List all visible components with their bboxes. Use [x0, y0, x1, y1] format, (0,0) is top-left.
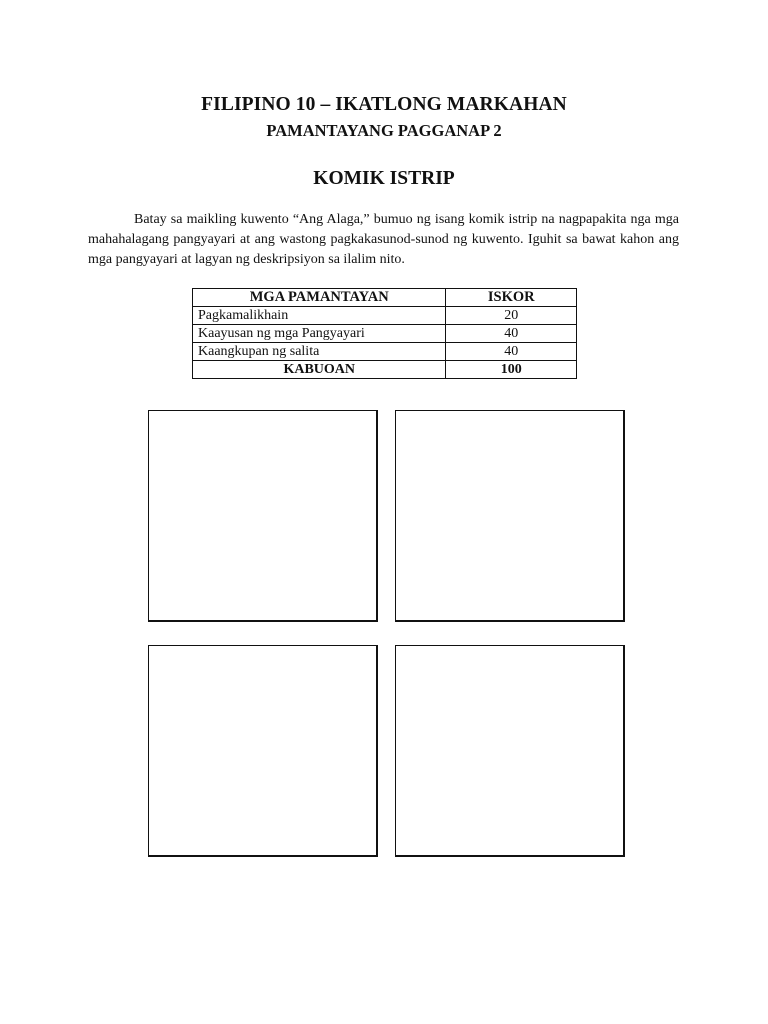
activity-title: KOMIK ISTRIP — [313, 168, 455, 189]
rubric-header-criteria: MGA PAMANTAYAN — [193, 289, 446, 307]
rubric-criterion: Kaayusan ng mga Pangyayari — [193, 325, 446, 343]
rubric-row — [193, 307, 577, 325]
rubric-score: 40 — [446, 325, 577, 343]
comic-panel-2 — [395, 410, 625, 622]
rubric-total-label: KABUOAN — [193, 361, 446, 379]
comic-panel-4 — [395, 645, 625, 857]
rubric-row — [193, 325, 577, 343]
comic-panel-1 — [148, 410, 378, 622]
rubric-header-row — [193, 289, 577, 307]
comic-panel-3 — [148, 645, 378, 857]
document-subtitle: PAMANTAYANG PAGGANAP 2 — [266, 121, 502, 140]
rubric-criterion: Pagkamalikhain — [193, 307, 446, 325]
rubric-score: 40 — [446, 343, 577, 361]
rubric-header-score: ISKOR — [446, 289, 577, 307]
rubric-table — [192, 288, 577, 379]
rubric-score: 20 — [446, 307, 577, 325]
document-title: FILIPINO 10 – IKATLONG MARKAHAN — [201, 94, 567, 115]
rubric-total-row — [193, 361, 577, 379]
rubric-total-score: 100 — [446, 361, 577, 379]
rubric-row — [193, 343, 577, 361]
instructions-paragraph: Batay sa maikling kuwento “Ang Alaga,” bumuo ng isang komik istrip na nagpapakita nga mga mahahalagang pangyayari at ang wastong pagkakasunod-sunod ng kuwento. Iguhit sa bawat kahon ang mga pangyayari at lagyan ng deskripsiyon sa ilalim nito. — [88, 212, 679, 267]
rubric-criterion: Kaangkupan ng salita — [193, 343, 446, 361]
